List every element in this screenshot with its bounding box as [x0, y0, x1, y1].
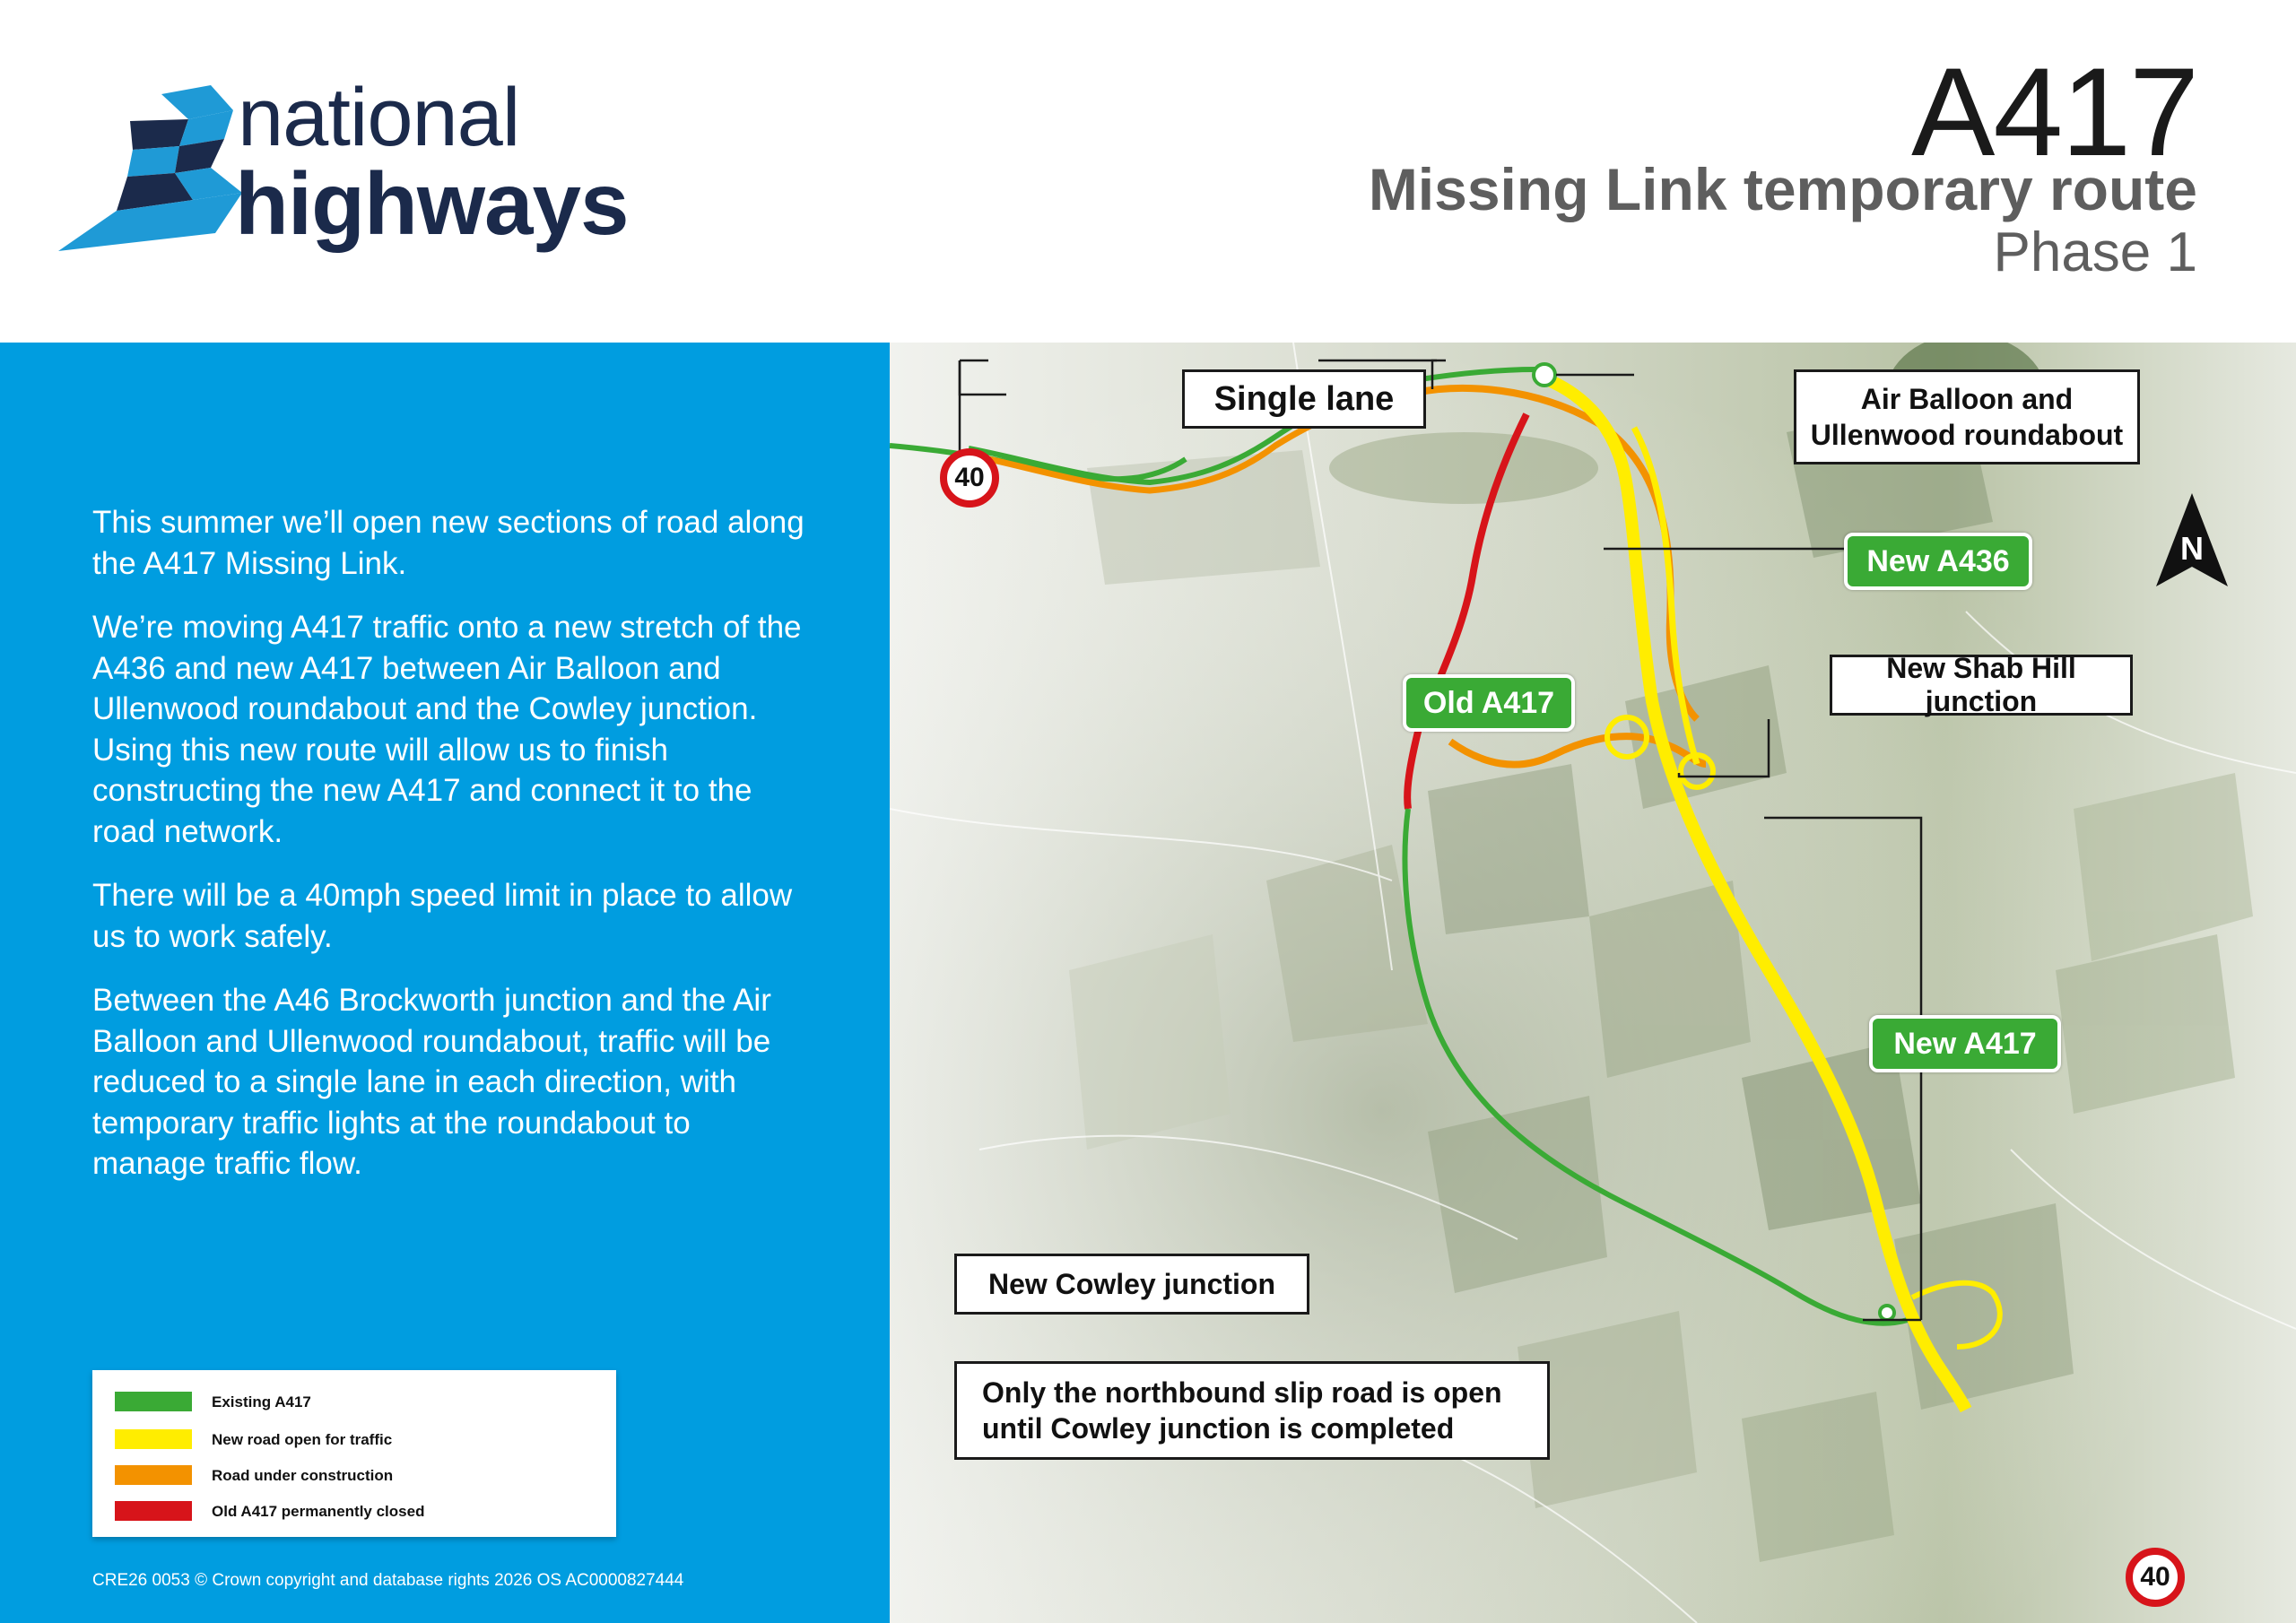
legend-label: Road under construction — [212, 1467, 394, 1484]
label-old-a417: Old A417 — [1403, 674, 1575, 732]
label-new-a436: New A436 — [1844, 533, 2032, 590]
callout-line: until Cowley junction is completed — [982, 1412, 1455, 1445]
callout-line: Ullenwood roundabout — [1810, 419, 2124, 451]
header — [0, 0, 2296, 343]
info-paragraph: This summer we’ll open new sections of road along the A417 Missing Link. — [92, 505, 804, 581]
legend-swatch — [115, 1501, 192, 1521]
phase-label: Phase 1 — [1993, 221, 2197, 283]
legend-label: Old A417 permanently closed — [212, 1503, 425, 1520]
callout-cowley-junction: New Cowley junction — [954, 1254, 1309, 1315]
cowley-roundabout — [1880, 1306, 1894, 1320]
legend-label: New road open for traffic — [212, 1431, 393, 1448]
legend-swatch — [115, 1429, 192, 1449]
page-subtitle: Missing Link temporary route — [1368, 156, 2197, 222]
info-panel — [0, 343, 890, 1623]
copyright-notice: CRE26 0053 © Crown copyright and database rights 2026 OS AC0000827444 — [92, 1571, 684, 1590]
north-arrow-icon — [2154, 491, 2230, 588]
info-paragraph: There will be a 40mph speed limit in place to allow us to work safely. — [92, 878, 793, 954]
legend-swatch — [115, 1465, 192, 1485]
air-balloon-roundabout — [1534, 364, 1555, 386]
callout-single-lane: Single lane — [1182, 369, 1426, 429]
legend-label: Existing A417 — [212, 1393, 311, 1410]
brand-line-1: national — [238, 72, 520, 163]
info-text — [92, 502, 810, 1208]
speed-limit-sign-icon: 40 — [2126, 1548, 2185, 1607]
route-map — [890, 343, 2296, 1623]
info-paragraph: We’re moving A417 traffic onto a new stretch of the A436 and new A417 between Air Balloon and Ullenwood roundabout and the Cowley junction. Using this new route will allow us to finish constructing the new A417 and connect it to the road network. — [92, 610, 802, 849]
info-paragraph: Between the A46 Brockworth junction and the Air Balloon and Ullenwood roundabout, traffic will be reduced to a single lane in each direction, with temporary traffic lights at the roundabout to manage traffic flow. — [92, 983, 771, 1181]
callout-line: Air Balloon and — [1860, 383, 2074, 415]
legend-swatch — [115, 1392, 192, 1411]
callout-line: Only the northbound slip road is open — [982, 1376, 1502, 1409]
woodland — [1329, 432, 1598, 504]
map-legend — [92, 1370, 616, 1537]
callout-air-balloon-roundabout — [1794, 369, 2140, 464]
north-label: N — [2180, 530, 2204, 567]
callout-shab-hill-junction: New Shab Hill junction — [1830, 655, 2133, 716]
callout-northbound-slip — [954, 1361, 1550, 1460]
page-title: A417 — [1911, 41, 2197, 182]
speed-limit-sign-icon: 40 — [940, 448, 999, 508]
label-new-a417: New A417 — [1869, 1015, 2061, 1072]
brand-line-2: highways — [235, 154, 629, 253]
